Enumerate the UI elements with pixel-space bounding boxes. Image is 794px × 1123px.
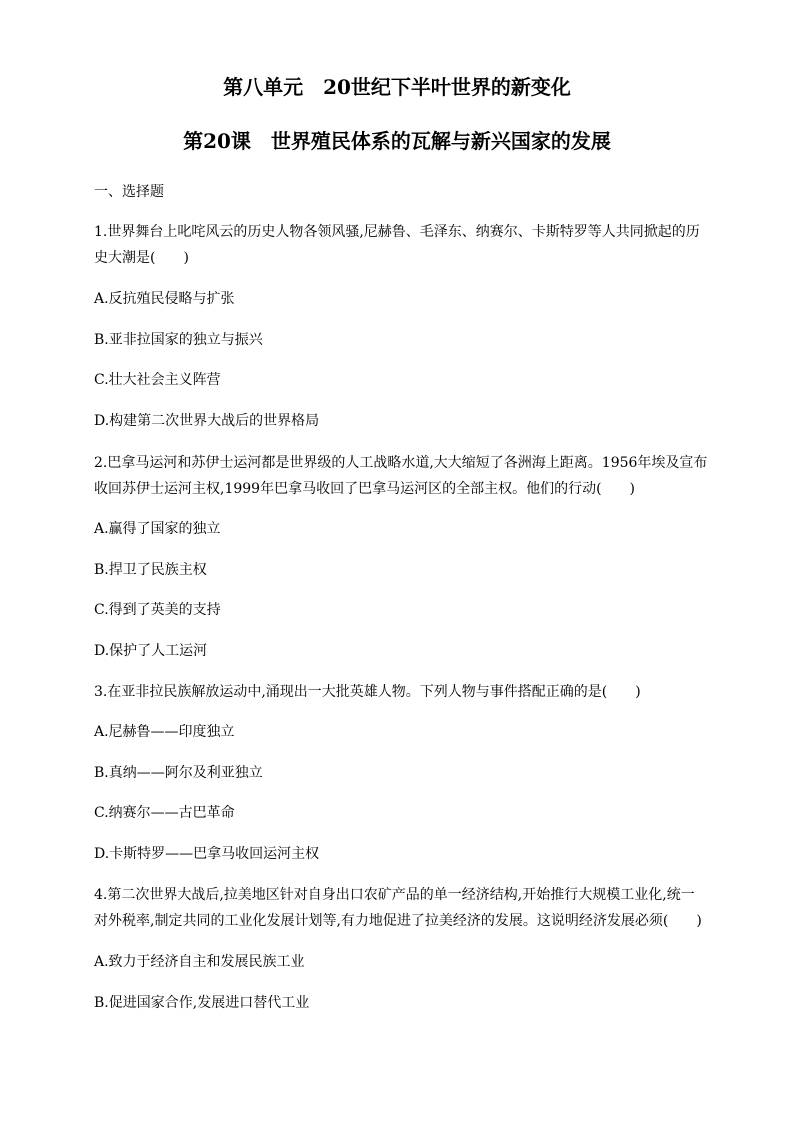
question-3-option-d: D.卡斯特罗——巴拿马收回运河主权: [94, 846, 320, 862]
question-2-option-b: B.捍卫了民族主权: [94, 562, 207, 578]
question-3-option-c: C.纳赛尔——古巴革命: [94, 805, 235, 821]
question-2-option-c: C.得到了英美的支持: [94, 602, 221, 618]
question-2-option-a: A.赢得了国家的独立: [94, 521, 221, 537]
question-1-option-a: A.反抗殖民侵略与扩张: [94, 291, 235, 307]
question-3-option-b: B.真纳——阿尔及利亚独立: [94, 765, 263, 781]
unit-title: 第八单元 20世纪下半叶世界的新变化: [223, 75, 571, 99]
question-2-stem-line-2: 收回苏伊士运河主权,1999年巴拿马收回了巴拿马运河区的全部主权。他们的行动( ): [94, 481, 636, 497]
question-1-stem-line-2: 史大潮是( ): [94, 250, 189, 266]
lesson-title: 第20课 世界殖民体系的瓦解与新兴国家的发展: [183, 129, 611, 153]
question-3-option-a: A.尼赫鲁——印度独立: [94, 724, 235, 740]
question-1-option-c: C.壮大社会主义阵营: [94, 372, 221, 388]
section-label: 一、选择题: [94, 184, 164, 200]
question-4-stem-line-2: 对外税率,制定共同的工业化发展计划等,有力地促进了拉美经济的发展。这说明经济发展必须( ): [94, 913, 702, 929]
question-3-stem-line-1: 3.在亚非拉民族解放运动中,涌现出一大批英雄人物。下列人物与事件搭配正确的是( ): [94, 684, 641, 700]
question-4-stem-line-1: 4.第二次世界大战后,拉美地区针对自身出口农矿产品的单一经济结构,开始推行大规模工业化,统一: [94, 887, 695, 903]
question-1-option-b: B.亚非拉国家的独立与振兴: [94, 332, 263, 348]
question-4-option-a: A.致力于经济自主和发展民族工业: [94, 954, 305, 970]
question-4-option-b: B.促进国家合作,发展进口替代工业: [94, 995, 310, 1011]
question-2-stem-line-1: 2.巴拿马运河和苏伊士运河都是世界级的人工战略水道,大大缩短了各洲海上距离。1956年埃及宣布: [94, 455, 708, 471]
question-1-option-d: D.构建第二次世界大战后的世界格局: [94, 413, 320, 429]
question-1-stem-line-1: 1.世界舞台上叱咤风云的历史人物各领风骚,尼赫鲁、毛泽东、纳赛尔、卡斯特罗等人共同掀起的历: [94, 224, 700, 240]
question-2-option-d: D.保护了人工运河: [94, 643, 208, 659]
